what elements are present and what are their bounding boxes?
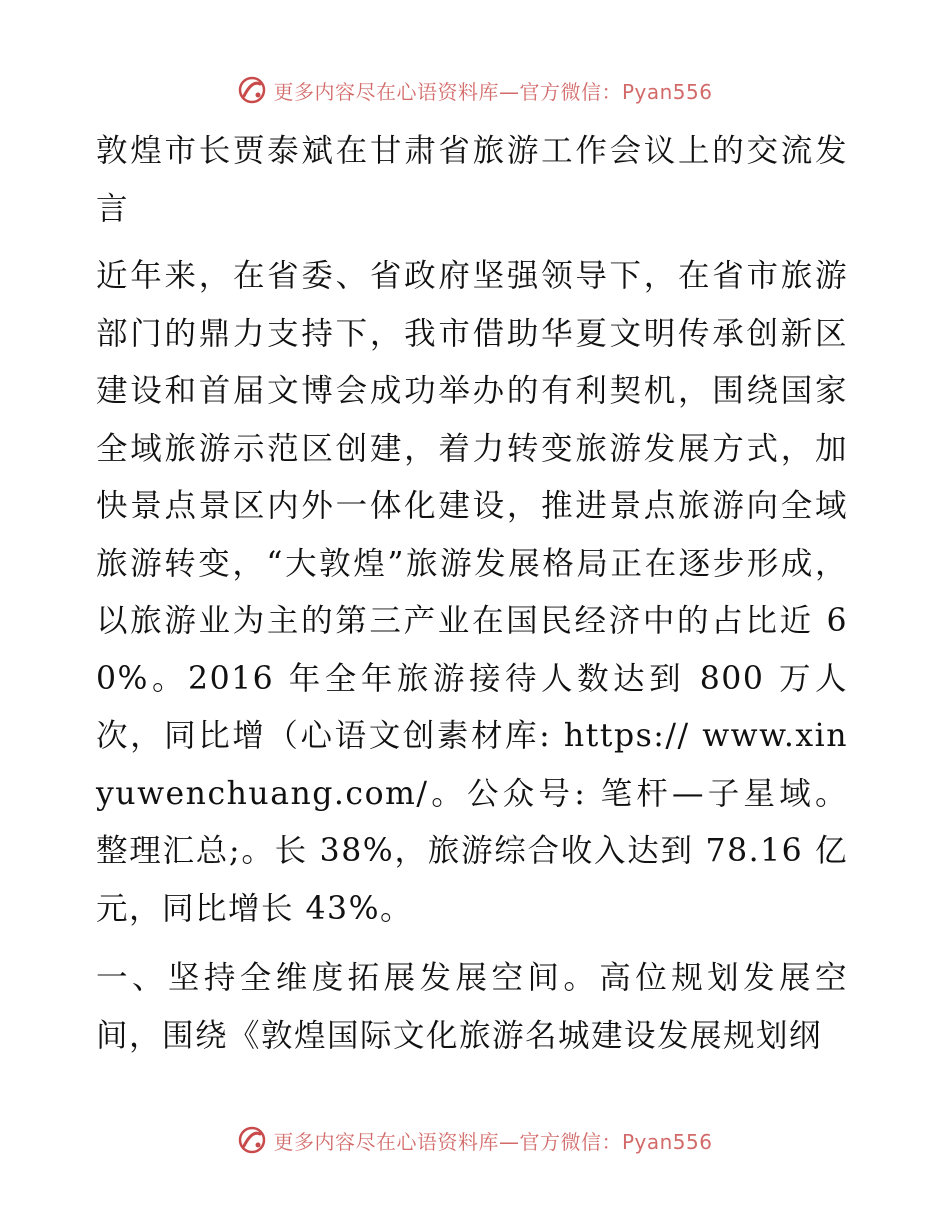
document-body bbox=[96, 123, 848, 1077]
footer-watermark bbox=[0, 1120, 950, 1160]
paragraph-section-one: 一、坚持全维度拓展发展空间。高位规划发展空间，围绕《敦煌国际文化旅游名城建设发展规划纲 bbox=[96, 960, 848, 1054]
watermark-text: 更多内容尽在心语资料库—官方微信：Pyan556 bbox=[273, 1129, 713, 1154]
header-watermark bbox=[0, 70, 950, 110]
paragraph-intro: 近年来，在省委、省政府坚强领导下，在省市旅游部门的鼎力支持下，我市借助华夏文明传承创新区建设和首届文博会成功举办的有利契机，围绕国家全域旅游示范区创建，着力转变旅游发展方式，加快景点景区内外一体化建设，推进景点旅游向全域旅游转变，“大敦煌”旅游发展格局正在逐步形成，以旅游业为主的第三产业在国民经济中的占比近 60%。2016 年全年旅游接待人数达到 800 万人次，同比增（心语文创素材库: https:// www.xinyuwenchuang.com/。公众号: 笔杆—子星域。整理汇总;。长 38%，旅游综合收入达到 78.16 亿元，同比增长 43%。 bbox=[96, 258, 848, 927]
watermark-text: 更多内容尽在心语资料库—官方微信：Pyan556 bbox=[273, 79, 713, 104]
document-title: 敦煌市长贾泰斌在甘肃省旅游工作会议上的交流发言 bbox=[96, 133, 848, 227]
seal-logo-icon bbox=[237, 75, 267, 105]
seal-logo-icon bbox=[237, 1125, 267, 1155]
